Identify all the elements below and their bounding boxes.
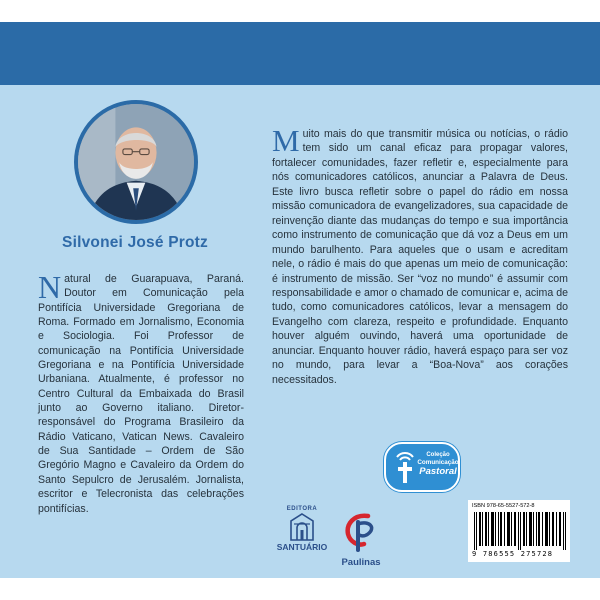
barcode-icon <box>474 512 566 550</box>
santuario-logo <box>270 506 334 566</box>
author-photo <box>74 100 198 224</box>
radio-cross-icon <box>394 451 416 485</box>
author-portrait-icon <box>78 104 194 220</box>
description-text: uito mais do que transmitir música ou notícias, o rádio tem sido um canal eficaz para propagar valores, fortalecer comunidades, fazer refletir e, especialmente para nós comunicadores católicos, anunciar a Palavra de Deus. Este livro busca refletir sobre o papel do rádio em nossa missão comunicadora de evangelizadores, sua capacidade de reinvenção diante das mudanças do tempo e sua importância como instrumento de comunicação que dá voz a Deus em um mundo barulhento. Para aqueles que o usam e acreditam nele, o rádio é mais do que apenas um meio de comunicação: é instrumento de missão. Ser “voz no mundo” é assumir com responsabilidade e amor o chamado de comunicar e, acima de tudo, como comunicadores católicos, levar a mensagem do Evangelho com clareza, respeito e profundidade. Enquanto houver alguém ouvindo, haverá uma oportunidade de anunciar. Enquanto houver rádio, haverá espaço para ser voz no mundo, para levar a “Boa-Nova” aos corações necessitados. <box>272 128 568 386</box>
bio-dropcap: N <box>38 269 62 305</box>
santuario-name: SANTUÁRIO <box>276 542 328 552</box>
author-bio <box>38 269 244 516</box>
santuario-label: EDITORA <box>286 506 318 512</box>
badge-text <box>416 452 460 477</box>
badge-line3: Pastoral <box>419 466 457 477</box>
paulinas-logo <box>338 512 384 566</box>
barcode-box <box>468 500 570 562</box>
bio-text: atural de Guarapuava, Paraná. Doutor em Comunicação pela Pontifícia Universidade Gregoriana de Roma. Formado em Jornalismo, Economia e Sociologia. Foi Professor de comunicação na Pontifícia Universidade Gregoriana e na Pontifícia Universidade Urbaniana. Atualmente, é professor no Centro Cultural da Embaixada do Brasil junto ao Governo italiano. Diretor-responsável do Programa Brasileiro da Rádio Vaticano, Vatican News. Cavaleiro de Sua Santidade – Ordem de São Gregório Magno e Cavaleiro da Ordem do Santo Sepulcro de Jerusalém. Jornalista, escritor e Telecronista das celebrações pontifícias. <box>38 273 244 515</box>
author-name: Silvonei José Protz <box>62 234 208 251</box>
badge-line2: Comunicação <box>417 459 459 466</box>
top-band <box>0 22 600 85</box>
paulinas-name: Paulinas <box>341 557 381 568</box>
book-description <box>272 123 568 387</box>
description-dropcap: M <box>272 123 300 158</box>
barcode-digits: 9 786555 275728 <box>472 550 554 558</box>
santuario-building-icon <box>289 513 315 541</box>
book-back-cover <box>0 22 600 578</box>
badge-line1: Coleção <box>426 452 450 458</box>
paulinas-p-icon <box>344 512 378 552</box>
collection-badge <box>384 442 460 492</box>
isbn-label: ISBN 978-65-5527-572-8 <box>472 503 535 509</box>
